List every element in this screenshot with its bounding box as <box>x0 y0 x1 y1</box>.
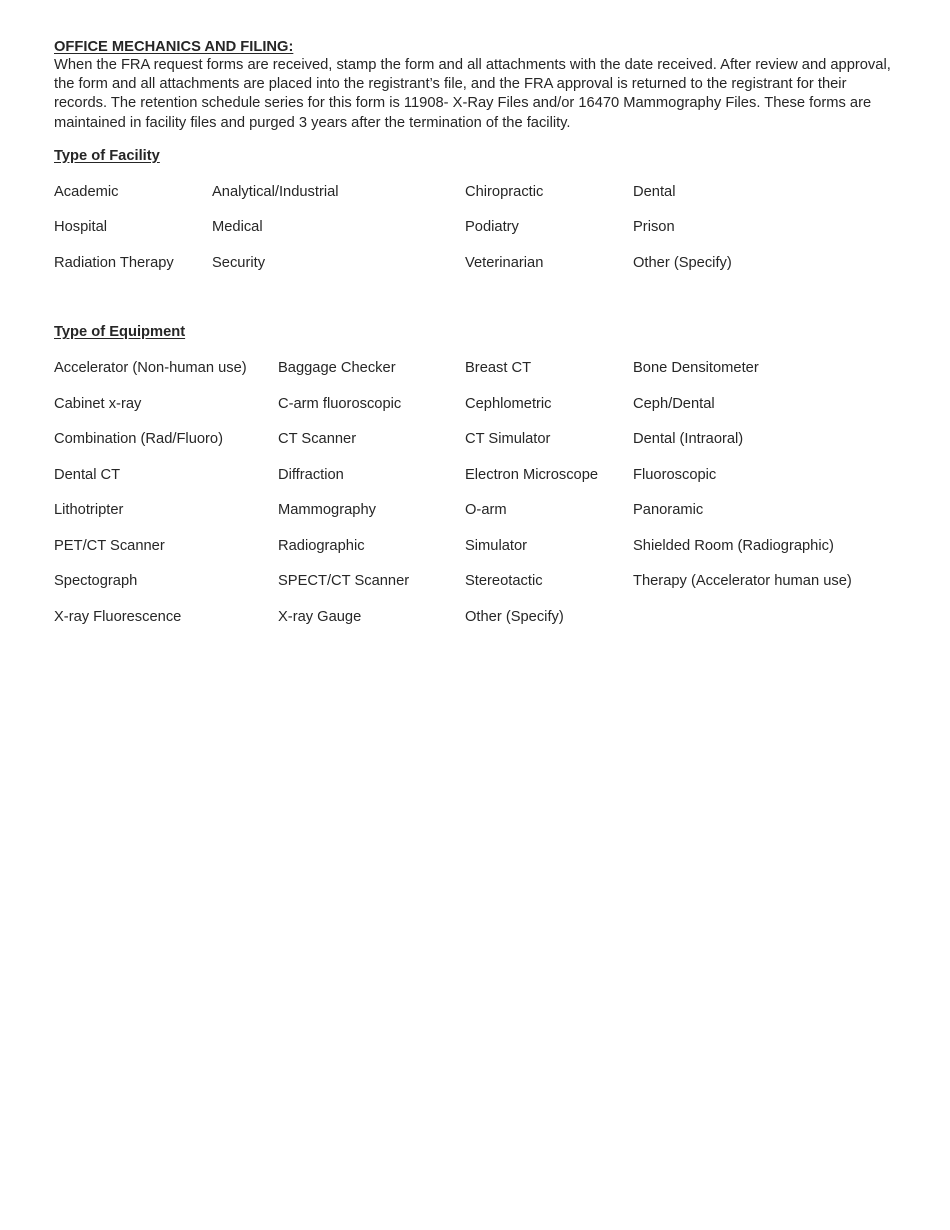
equipment-type-option: Electron Microscope <box>465 466 599 483</box>
equipment-type-option: Breast CT <box>465 360 532 377</box>
facility-type-option: Radiation Therapy <box>54 254 174 271</box>
office-mechanics-heading: OFFICE MECHANICS AND FILING: <box>54 39 294 55</box>
equipment-type-option: CT Scanner <box>278 431 357 448</box>
paragraph-line: When the FRA request forms are received, stamp the form and all attachments with the date received. After review and approval, <box>54 57 891 73</box>
equipment-section-heading: Type of Equipment <box>54 324 186 341</box>
facility-type-option: Prison <box>633 219 675 236</box>
facility-type-option: Veterinarian <box>465 254 544 271</box>
equipment-type-option: Lithotripter <box>54 502 124 519</box>
facility-type-option: Medical <box>212 219 263 236</box>
equipment-type-option: Simulator <box>465 537 528 554</box>
equipment-type-option: C-arm fluoroscopic <box>278 395 402 412</box>
equipment-type-option: Dental CT <box>54 466 121 483</box>
facility-type-option: Analytical/Industrial <box>212 183 339 200</box>
paragraph-line: records. The retention schedule series for this form is 11908- X-Ray Files and/or 16470 Mammography Files. These forms are <box>54 95 872 112</box>
equipment-type-option: Radiographic <box>278 537 365 554</box>
equipment-type-option: Cephlometric <box>465 395 552 412</box>
facility-type-option: Chiropractic <box>465 183 544 200</box>
facility-type-option: Dental <box>633 183 676 200</box>
equipment-type-option: X-ray Gauge <box>278 608 362 625</box>
equipment-type-option: Diffraction <box>278 466 344 483</box>
equipment-type-option: Fluoroscopic <box>633 466 717 483</box>
equipment-type-option: CT Simulator <box>465 431 551 448</box>
equipment-type-option: Combination (Rad/Fluoro) <box>54 431 223 448</box>
equipment-type-option: Dental (Intraoral) <box>633 431 744 448</box>
facility-type-option: Hospital <box>54 219 108 236</box>
equipment-type-option: Panoramic <box>633 502 704 519</box>
equipment-type-option: X-ray Fluorescence <box>54 608 182 625</box>
paragraph-line: maintained in facility files and purged 3 years after the termination of the facility. <box>54 114 571 131</box>
equipment-type-option: Spectograph <box>54 573 138 590</box>
equipment-type-option: Accelerator (Non-human use) <box>54 360 247 377</box>
facility-type-option: Other (Specify) <box>633 254 732 271</box>
paragraph-line: the form and all attachments are placed into the registrant’s file, and the FRA approval is returned to the registrant for their <box>54 76 847 93</box>
equipment-type-option: Therapy (Accelerator human use) <box>633 573 852 590</box>
equipment-type-option: Shielded Room (Radiographic) <box>633 537 834 554</box>
equipment-type-option: Ceph/Dental <box>633 395 715 412</box>
facility-section-heading: Type of Facility <box>54 147 160 164</box>
facility-type-option: Security <box>212 254 266 271</box>
office-mechanics-paragraph <box>54 56 896 133</box>
equipment-type-option: Bone Densitometer <box>633 360 759 377</box>
equipment-type-grid <box>54 359 896 643</box>
equipment-type-option: Mammography <box>278 502 376 519</box>
equipment-type-option: Other (Specify) <box>465 608 564 625</box>
equipment-type-option: Cabinet x-ray <box>54 395 142 412</box>
equipment-type-option: PET/CT Scanner <box>54 537 165 554</box>
equipment-type-option: SPECT/CT Scanner <box>278 573 410 590</box>
facility-type-grid <box>54 183 896 290</box>
equipment-type-option: Baggage Checker <box>278 360 396 377</box>
facility-type-option: Podiatry <box>465 219 519 236</box>
equipment-type-option: Stereotactic <box>465 573 543 590</box>
equipment-type-option: O-arm <box>465 502 507 519</box>
facility-type-option: Academic <box>54 183 119 200</box>
